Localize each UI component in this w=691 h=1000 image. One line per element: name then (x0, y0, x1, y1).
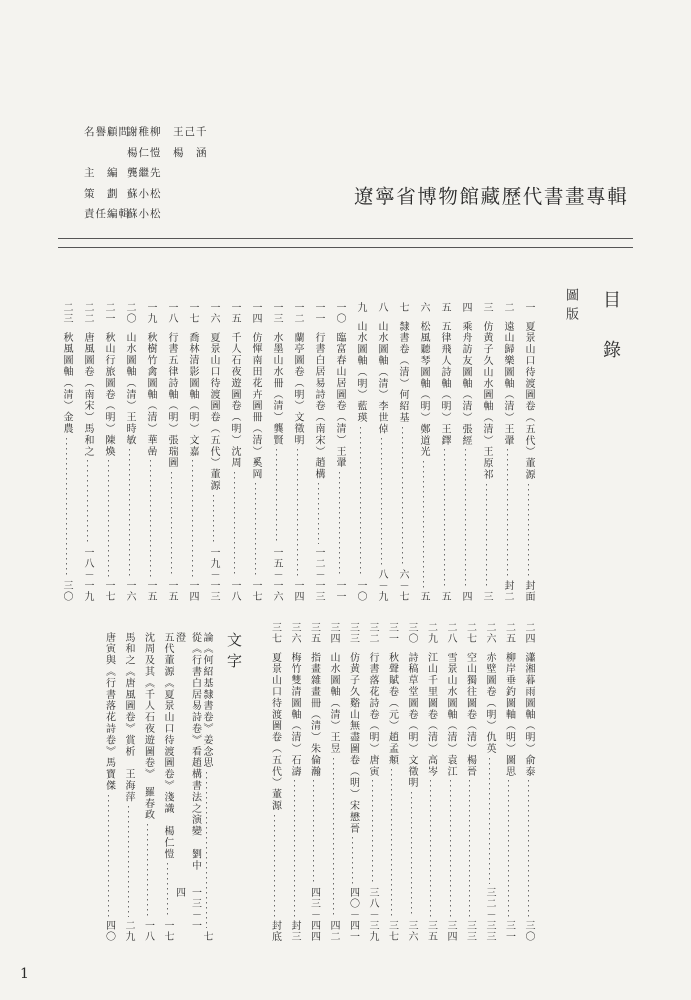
toc-entry-title: 詩稿草堂圖卷（明）文徵明 (406, 652, 417, 789)
toc-entry-title: 唐風圖卷（南宋）馬和之 (82, 332, 93, 458)
toc-entry-number: 三七 (269, 622, 281, 644)
toc-entry (79, 302, 95, 602)
toc-entry-page: 三七 (386, 920, 398, 942)
toc-leader-dots (129, 449, 130, 577)
toc-entry-title: 蘭亭圖卷（明）文徵明 (292, 332, 303, 446)
title-rule-top (58, 238, 633, 239)
toc-entry (286, 622, 302, 942)
credit-row (84, 184, 208, 205)
toc-entry-number: 一 (523, 302, 534, 313)
toc-leader-dots (381, 438, 382, 566)
toc-leader-dots (444, 449, 445, 588)
toc-entry (394, 302, 410, 602)
toc-entry-title: 山水圖軸（清）王時敏 (124, 332, 135, 446)
toc-entry (159, 632, 175, 942)
toc-entry-title: 夏景山口待渡圖卷（五代）董源 (208, 332, 219, 492)
toc-leader-dots (528, 484, 529, 577)
toc-leader-dots (313, 780, 314, 884)
toc-entry-number: 二七 (464, 622, 476, 644)
toc-entry-title: 江山千里圖卷（清）高岑 (425, 652, 437, 778)
toc-entry (100, 302, 116, 602)
toc-entry (120, 632, 136, 942)
toc-entry-number: 三六 (289, 622, 300, 644)
toc-entry-title: 空山獨往圖卷（清）楊晉 (464, 652, 476, 778)
toc-entry (247, 302, 263, 602)
toc-entry-number: 二四 (523, 622, 534, 644)
toc-entry-title: 乘舟訪友圖軸（清）張經 (460, 321, 471, 447)
toc-entry-page: 四二 (328, 920, 339, 942)
toc-leader-dots (352, 837, 353, 884)
credits-block (84, 122, 208, 225)
toc-entry-title: 夏景山口待渡圖卷（五代）董源 (523, 321, 534, 481)
toc-entry-title: 山水圖軸（明）藍瑛 (355, 321, 366, 424)
toc-entry (345, 622, 361, 942)
section-plates-heading: 圖版 (563, 288, 578, 326)
toc-entry-page: 一五－一六 (271, 547, 282, 602)
toc-entry-page: 二九 (123, 920, 134, 942)
toc-leader-dots (423, 461, 424, 588)
toc-entry-number: 三五 (308, 622, 320, 644)
toc-entry-title: 仿惲南田花卉圖冊（清）奚岡 (250, 332, 261, 481)
toc-entry-page: 封面 (523, 580, 534, 602)
toc-leader-dots (402, 427, 403, 566)
toc-entry-number: 五 (439, 302, 450, 313)
toc-entry-title: 指畫雜畫冊（清）朱倫瀚 (308, 652, 320, 778)
toc-entry-title: 仿黄子久山水圖軸（清）王原祁 (481, 321, 492, 481)
toc-leader-dots (465, 449, 466, 588)
toc-entry-number: 一三 (271, 302, 282, 324)
credit-names: 楊仁愷 楊 涵 (127, 146, 208, 159)
toc-entry (423, 622, 439, 942)
toc-entry (462, 622, 478, 942)
toc-leader-dots (508, 780, 509, 917)
toc-entry-page: 三三 (464, 920, 476, 942)
credit-names: 謝稚柳 王己千 (127, 126, 208, 138)
toc-entry-title: 秋風圖軸（清）金農 (61, 332, 72, 435)
toc-entry (373, 302, 389, 602)
toc-entry-title: 論《何紹基隸書卷》姜念思 (201, 632, 212, 769)
toc-entry-number: 二五 (503, 622, 515, 644)
toc-entry-number: 二〇 (124, 302, 135, 324)
toc-entry (364, 622, 380, 942)
toc-entry (289, 302, 305, 602)
toc-entry (384, 622, 400, 942)
toc-entry (436, 302, 452, 602)
toc-entry-page: 三六 (406, 920, 417, 942)
toc-entry-title: 山水圖軸（清）王昱 (328, 652, 339, 755)
credit-role: 責任編輯 (84, 208, 130, 220)
toc-entry-number: 七 (397, 302, 408, 313)
toc-entry (173, 632, 201, 942)
toc-entry (457, 302, 473, 602)
toc-entry (501, 622, 517, 942)
toc-entry-title: 瀟湘暮雨圖軸（明）俞泰 (523, 652, 534, 778)
toc-leader-dots (318, 483, 319, 544)
toc-entry-title: 隸書卷（清）何紹基 (397, 321, 408, 424)
credit-role: 主 編 (84, 167, 119, 179)
toc-entry (310, 302, 326, 602)
toc-entry (478, 302, 494, 602)
toc-leader-dots (469, 780, 470, 917)
toc-entry-number: 三〇 (406, 622, 417, 644)
toc-entry-page: 一四 (187, 580, 198, 602)
toc-entry-page: 七 (201, 931, 212, 942)
toc-leader-dots (108, 795, 109, 917)
toc-leader-dots (206, 772, 207, 928)
toc-entry-number: 二九 (425, 622, 437, 644)
toc-entry-number: 一九 (145, 302, 156, 324)
toc-leader-dots (294, 780, 295, 917)
book-title: 遼寧省博物館藏歷代書畫專輯 (354, 185, 629, 208)
toc-entry-title: 仿黄子久谿山無盡圖卷（明）宋懋晉 (347, 652, 359, 835)
toc-entry (415, 302, 431, 602)
credit-names: 蘇小松 (127, 208, 162, 220)
title-rule-bottom (58, 247, 633, 248)
toc-entry-number: 八 (376, 302, 387, 313)
toc-leader-dots (192, 460, 193, 577)
toc-entry-number: 三一 (386, 622, 398, 644)
toc-entry (267, 622, 283, 942)
toc-entry-number: 三三 (347, 622, 359, 644)
toc-entry-page: 五 (418, 591, 429, 602)
toc-entry-page: 一一 (334, 580, 345, 602)
toc-entry-page: 三五 (425, 920, 437, 942)
toc-entry-page: 三二－三三 (484, 887, 495, 942)
toc-leader-dots (150, 460, 151, 577)
credit-row (84, 163, 208, 184)
toc-entry-number: 一五 (229, 302, 240, 324)
toc-entry (268, 302, 284, 602)
toc-entry-title: 赤壁圖卷（明）仇英 (484, 652, 495, 755)
toc-heading: 目錄 (600, 290, 621, 390)
toc-leader-dots (411, 792, 412, 917)
toc-entry-number: 三二 (367, 622, 378, 644)
toc-entry-number: 四 (460, 302, 471, 313)
toc-entry-page: 四〇－四一 (347, 887, 359, 942)
toc-leader-dots (297, 449, 298, 577)
toc-entry-page: 四 (460, 591, 471, 602)
toc-entry-title: 千人石夜遊圖卷（明）沈周 (229, 332, 240, 469)
toc-entry (442, 622, 458, 942)
toc-entry (520, 302, 536, 602)
toc-entry-number: 二一 (103, 302, 114, 324)
toc-entry-number: 二八 (445, 622, 456, 644)
credit-row (84, 143, 208, 164)
credit-names: 龔繼先 (127, 167, 162, 179)
toc-entry-page: 三 (481, 591, 492, 602)
toc-entry-page: 一二－一三 (313, 547, 324, 602)
toc-leader-dots (147, 824, 148, 917)
toc-entry-page: 一五 (145, 580, 156, 602)
toc-entry (101, 632, 117, 942)
toc-entry (520, 622, 536, 942)
credit-row (84, 204, 208, 225)
toc-entry-title: 松風聽琴圖軸（明）鄭道光 (418, 321, 429, 458)
toc-entry-title: 秋樹竹禽圖軸（清）華喦 (145, 332, 156, 458)
toc-entry-title: 山水圖軸（清）李世倬 (376, 321, 387, 435)
toc-entry-page: 六－七 (397, 569, 408, 602)
toc-entry-page: 封底 (269, 920, 281, 942)
toc-entry (499, 302, 515, 602)
toc-leader-dots (128, 806, 129, 917)
toc-entry-title: 五律飛人詩軸（明）王鐸 (439, 321, 450, 447)
toc-entry-number: 二二 (82, 302, 93, 324)
toc-entry-number: 二 (502, 302, 513, 313)
credit-role (84, 143, 127, 164)
toc-entry (226, 302, 242, 602)
toc-entry-page: 三八－三九 (367, 887, 378, 942)
toc-entry-page: 三一 (503, 920, 515, 942)
toc-entry-title: 行書落花詩卷（明）唐寅 (367, 652, 378, 778)
toc-entry-number: 一四 (250, 302, 261, 324)
toc-entry-page: 三〇 (61, 580, 72, 602)
toc-leader-dots (276, 449, 277, 544)
credit-names: 蘇小松 (127, 187, 162, 200)
toc-entry-page: 四三－四四 (308, 887, 320, 942)
toc-leader-dots (274, 815, 275, 917)
toc-entry (205, 302, 221, 602)
toc-leader-dots (430, 780, 431, 917)
toc-leader-dots (66, 438, 67, 577)
toc-entry-page: 一六 (124, 580, 135, 602)
toc-entry-number: 一八 (166, 302, 177, 324)
toc-entry-page: 一七 (250, 580, 261, 602)
toc-entry-page: 八－九 (376, 569, 387, 602)
toc-entry-number: 一一 (313, 302, 324, 324)
toc-leader-dots (234, 472, 235, 577)
toc-entry (140, 632, 156, 942)
toc-leader-dots (213, 495, 214, 544)
toc-entry-page: 封二 (502, 580, 513, 602)
toc-leader-dots (339, 472, 340, 577)
toc-entry-number: 一二 (292, 302, 303, 324)
toc-entry-page: 一五 (166, 580, 177, 602)
toc-entry-number: 三四 (328, 622, 339, 644)
toc-entry-page: 一四 (292, 580, 303, 602)
toc-entry (121, 302, 137, 602)
toc-entry-page: 一九－一三 (208, 547, 219, 602)
toc-entry (142, 302, 158, 602)
toc-entry (403, 622, 419, 942)
toc-entry-title: 秋聲賦卷（元）趙孟頫 (386, 652, 398, 766)
toc-entry-page: 一〇 (355, 580, 366, 602)
toc-entry-page: 四〇 (103, 920, 115, 942)
toc-entry-title: 水墨山水冊（清）龔賢 (271, 332, 282, 446)
toc-leader-dots (167, 863, 168, 917)
toc-entry-title: 雪景山水圖軸（清）袁江 (445, 652, 456, 778)
toc-entry-title: 馬和之《唐風圖卷》賞析 王海萍 (123, 632, 134, 803)
toc-entry-title: 行書白居易詩卷（南宋）趙構 (313, 332, 324, 481)
toc-entry-title: 柳岸垂釣圖軸（明）圖思 (503, 652, 515, 778)
toc-entry-title: 梅竹雙清圖軸（清）石濤 (289, 652, 300, 778)
toc-entry-title: 喬林清影圖軸（明）文嘉 (187, 332, 198, 458)
toc-entry-title: 夏景山口待渡圖卷（五代）董源 (269, 652, 281, 812)
toc-entry-title: 行書五律詩軸（明）張瑞圖 (166, 332, 177, 469)
toc-entry-title: 臨富春山居圖卷（清）王翬 (334, 332, 345, 469)
toc-leader-dots (450, 780, 451, 917)
toc-leader-dots (333, 758, 334, 917)
toc-entry-number: 九 (355, 302, 366, 313)
credit-role: 策 劃 (84, 187, 119, 200)
toc-entry-page: 一八－一九 (82, 547, 93, 602)
toc-leader-dots (108, 460, 109, 577)
toc-entry-number: 一六 (208, 302, 219, 324)
toc-entry (481, 622, 497, 942)
toc-entry-page: 一七 (103, 580, 114, 602)
toc-entry (163, 302, 179, 602)
toc-entry (325, 622, 341, 942)
toc-entry-page: 一七 (162, 920, 173, 942)
toc-entry-number: 三 (481, 302, 492, 313)
page-number: 1 (20, 966, 29, 982)
toc-leader-dots (360, 427, 361, 577)
toc-entry-title: 五代董源《夏景山口待渡圖卷》淺識 楊仁愷 (162, 632, 173, 860)
toc-entry (184, 302, 200, 602)
toc-entry-page: 封三 (289, 920, 300, 942)
toc-leader-dots (171, 472, 172, 577)
toc-leader-dots (255, 483, 256, 577)
toc-entry-title: 秋山行旅圖卷（明）陳煥 (103, 332, 114, 458)
toc-entry-page: 一八 (229, 580, 240, 602)
credit-row (84, 122, 208, 143)
toc-entry-title: 沈周及其《千人石夜遊圖卷》 羅春政 (142, 632, 154, 821)
toc-entry-page: 三四 (445, 920, 456, 942)
toc-entry-number: 一〇 (334, 302, 345, 324)
toc-entry-page: 一三－一四 (173, 887, 201, 932)
toc-entry-number: 一七 (187, 302, 198, 324)
toc-entry (306, 622, 322, 942)
toc-entry-page: 三〇 (523, 920, 534, 942)
toc-entry-title: 唐寅與《行書落花詩卷》馬寶傑 (103, 632, 115, 792)
toc-entry-number: 六 (418, 302, 429, 313)
toc-entry-title: 遠山歸樂圖軸（清）王翬 (502, 321, 513, 447)
toc-entry-title: 從《行書白居易詩卷》看趙構書法之演變 劉中澄 (173, 632, 201, 872)
credit-role: 名譽顧問 (84, 126, 130, 138)
section-texts-heading: 文字 (225, 632, 243, 674)
toc-leader-dots (489, 758, 490, 884)
toc-leader-dots (372, 780, 373, 884)
toc-entry-number: 二六 (484, 622, 495, 644)
toc-leader-dots (87, 460, 88, 544)
toc-entry (331, 302, 347, 602)
toc-leader-dots (528, 780, 529, 917)
toc-entry (352, 302, 368, 602)
toc-entry-number: 二三 (61, 302, 72, 324)
toc-leader-dots (507, 449, 508, 577)
toc-entry (58, 302, 74, 602)
toc-leader-dots (391, 769, 392, 917)
toc-entry-page: 五 (439, 591, 450, 602)
toc-leader-dots (486, 484, 487, 588)
toc-entry-page: 一八 (142, 920, 154, 942)
